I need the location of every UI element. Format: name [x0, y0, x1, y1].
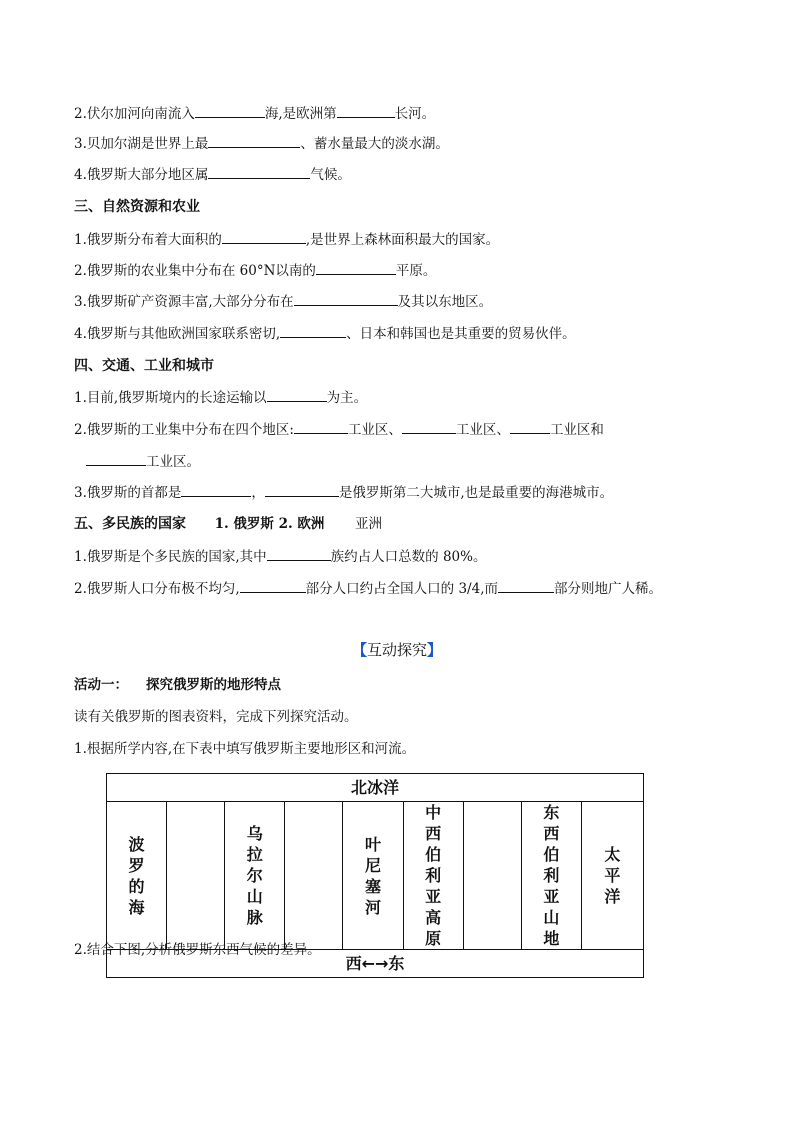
answer-blank[interactable] — [208, 134, 300, 148]
answer-blank[interactable] — [86, 452, 146, 466]
answer-blank[interactable] — [316, 261, 396, 275]
question-text: 工业区。 — [146, 454, 200, 470]
activity-label: 活动一： — [74, 677, 128, 693]
inline-answers: 1. 俄罗斯 2. 欧洲 — [214, 516, 325, 532]
answer-blank[interactable] — [195, 104, 265, 118]
question-text: 2.俄罗斯人口分布极不均匀, — [74, 581, 240, 597]
question-text: 海,是欧洲第 — [264, 106, 337, 122]
question-minerals — [74, 292, 492, 311]
question-text: 4.俄罗斯大部分地区属 — [74, 167, 209, 183]
table-cell-blank[interactable] — [167, 802, 225, 950]
explore-intro: 读有关俄罗斯的图表资料，完成下列探究活动。 — [74, 709, 358, 725]
question-ethnic — [74, 547, 486, 566]
question-industry-cont — [86, 452, 200, 471]
question-text: 及其以东地区。 — [397, 294, 493, 310]
question-text: 工业区、 — [455, 422, 510, 438]
answer-blank[interactable] — [208, 165, 310, 179]
question-trade — [74, 324, 576, 343]
answer-blank[interactable] — [337, 104, 395, 118]
table-cell-blank[interactable] — [463, 802, 521, 950]
cell-text: 波罗的海 — [128, 834, 145, 917]
section-5-heading-row — [74, 515, 382, 533]
question-text: 工业区和 — [549, 422, 604, 438]
answer-blank[interactable] — [280, 324, 346, 338]
answer-blank[interactable] — [402, 420, 456, 434]
section-heading-resources: 三、自然资源和农业 — [74, 199, 200, 215]
table-cell — [521, 802, 581, 950]
question-capital — [74, 483, 613, 502]
question-text: 1.俄罗斯分布着大面积的 — [74, 232, 222, 248]
question-text: 2.伏尔加河向南流入 — [74, 106, 195, 122]
question-text: 4.俄罗斯与其他欧洲国家联系密切, — [74, 326, 281, 342]
question-text: 、蓄水量最大的淡水湖。 — [300, 136, 449, 152]
table-cell — [225, 802, 285, 950]
table-cell — [581, 802, 643, 950]
explore-task-2: 2.结合下图,分析俄罗斯东西气候的差异。 — [74, 942, 321, 958]
cell-text: 东西伯利亚山地 — [543, 803, 560, 948]
answer-blank[interactable] — [265, 483, 339, 497]
question-text: 平原。 — [395, 263, 437, 279]
question-text: 长河。 — [394, 106, 436, 122]
answer-blank[interactable] — [294, 292, 398, 306]
cell-text: 乌拉尔山脉 — [246, 824, 263, 927]
question-text: 1.目前,俄罗斯境内的长途运输以 — [74, 390, 267, 406]
explore-title-text: 互动探究 — [366, 641, 427, 659]
question-text: 、日本和韩国也是其重要的贸易伙伴。 — [346, 326, 576, 342]
table-cell — [403, 802, 463, 950]
question-text: 1.俄罗斯是个多民族的国家,其中 — [74, 549, 267, 565]
section-heading-transport: 四、交通、工业和城市 — [74, 358, 214, 374]
question-industry — [74, 420, 604, 439]
answer-blank[interactable] — [294, 420, 348, 434]
table-top-cell: 北冰洋 — [107, 774, 644, 802]
answer-blank[interactable] — [267, 547, 331, 561]
answer-blank[interactable] — [240, 579, 306, 593]
activity-heading — [74, 676, 281, 694]
question-forest — [74, 230, 499, 249]
question-text: 3.俄罗斯矿产资源丰富,大部分分布在 — [74, 294, 294, 310]
answer-blank[interactable] — [181, 483, 251, 497]
question-climate — [74, 165, 351, 184]
question-text: 2.俄罗斯的工业集中分布在四个地区: — [74, 422, 294, 438]
table-bottom-cell: 西←→东 — [107, 950, 644, 978]
table-cell — [343, 802, 403, 950]
question-text: 气候。 — [310, 167, 351, 183]
question-text: 是俄罗斯第二大城市,也是最重要的海港城市。 — [338, 485, 614, 501]
question-text: 部分则地广人稀。 — [553, 581, 662, 597]
table-cell — [107, 802, 167, 950]
question-text: 部分人口约占全国人口的 3/4,而 — [305, 581, 498, 597]
cell-text: 叶尼塞河 — [365, 834, 382, 917]
question-text: 为主。 — [326, 390, 368, 406]
question-text: ,是世界上森林面积最大的国家。 — [305, 232, 500, 248]
explore-title — [0, 640, 794, 660]
cell-text: 太平洋 — [604, 845, 621, 906]
table-cell-blank[interactable] — [285, 802, 343, 950]
question-text: 2.俄罗斯的农业集中分布在 60°N以南的 — [74, 263, 316, 279]
question-text: 3.俄罗斯的首都是 — [74, 485, 182, 501]
answer-blank[interactable] — [498, 579, 554, 593]
question-text: 3.贝加尔湖是世界上最 — [74, 136, 209, 152]
answer-blank[interactable] — [267, 388, 327, 402]
question-agriculture — [74, 261, 436, 280]
section-heading-ethnic: 五、多民族的国家 — [74, 516, 186, 532]
question-text: 工业区、 — [347, 422, 402, 438]
bracket-close: 】 — [427, 641, 443, 659]
explore-task-1: 1.根据所学内容,在下表中填写俄罗斯主要地形区和河流。 — [74, 741, 416, 757]
cell-text: 中西伯利亚高原 — [425, 803, 442, 948]
bracket-open: 【 — [351, 641, 367, 659]
question-text: 族约占人口总数的 80%。 — [330, 549, 487, 565]
question-volga — [74, 104, 435, 123]
question-population — [74, 579, 662, 598]
question-baikal — [74, 134, 449, 153]
question-transport — [74, 388, 367, 407]
answer-blank[interactable] — [222, 230, 306, 244]
answer-blank[interactable] — [510, 420, 550, 434]
inline-answers-tail: 亚洲 — [354, 516, 382, 532]
activity-title: 探究俄罗斯的地形特点 — [146, 677, 281, 693]
question-text: ， — [251, 485, 265, 501]
